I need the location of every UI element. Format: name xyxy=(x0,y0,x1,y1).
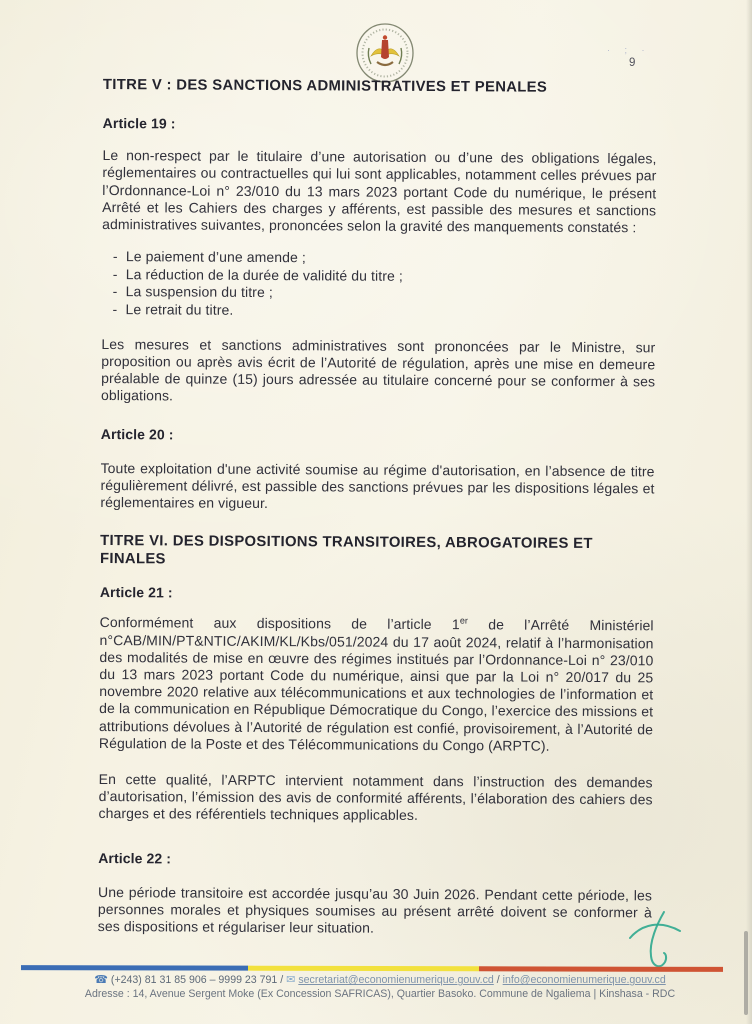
email-link-info[interactable]: info@economienumerique.gouv.cd xyxy=(502,974,666,986)
ordinal-superscript: er xyxy=(459,615,469,627)
titre-v-heading: TITRE V : DES SANCTIONS ADMINISTRATIVES ET PENALES xyxy=(102,76,548,96)
footer-address-line: Adresse : 14, Avenue Sergent Moke (Ex Concession SAFRICAS), Quartier Basoko. Commune de Ngaliema | Kinshasa - RDC xyxy=(84,988,676,1000)
email-separator: / xyxy=(493,974,503,986)
flag-red-segment xyxy=(479,966,723,972)
phone-numbers: (+243) 81 31 85 906 – 9999 23 791 / xyxy=(107,974,287,986)
page-number: 9 xyxy=(629,57,636,69)
list-item xyxy=(102,301,656,322)
envelope-icon: ✉ xyxy=(286,974,296,986)
phone-icon: ☎ xyxy=(94,974,108,986)
sanctions-list xyxy=(102,248,656,322)
pencil-marks: · ; · xyxy=(607,45,651,55)
flag-yellow-segment xyxy=(248,966,479,972)
list-item-text: Le paiement d’une amende ; xyxy=(125,248,307,266)
article-22-heading: Article 22 : xyxy=(98,849,172,867)
article-21-paragraph-1 xyxy=(99,614,654,755)
list-item-text: La suspension du titre ; xyxy=(125,283,273,301)
list-item-text: La réduction de la durée de validité du titre ; xyxy=(125,265,403,284)
drc-coat-of-arms-seal-icon xyxy=(355,22,415,84)
article-20-heading: Article 20 : xyxy=(100,426,174,443)
dash-bullet: - xyxy=(112,265,118,282)
document-body xyxy=(98,76,657,939)
scan-edge-line xyxy=(744,931,748,1015)
article-19-intro-paragraph: Le non-respect par le titulaire d’une autorisation ou d’une des obligations légales, réglementaires ou contractuelles qui lui sont applicables, notamment celles prévues par l’Ordonnance-Loi n° 23/010 du 13 mars 2023 portant Code du numérique, le présent Arrêté et les Cahiers des charges y afférents, est passible des mesures et sanctions administratives suivantes, prononcées selon la gravité des manquements constatés : xyxy=(102,147,657,236)
list-item-text: Le retrait du titre. xyxy=(125,301,234,318)
email-link-secretariat[interactable]: secretariat@economienumerique.gouv.cd xyxy=(298,974,494,986)
flag-separator-bar xyxy=(21,965,723,972)
flag-blue-segment xyxy=(21,965,248,971)
article-20-paragraph: Toute exploitation d'une activité soumise au régime d'autorisation, en l’absence de titre régulièrement délivré, est passible des sanctions prévues par les dispositions légales et réglementaires en vigueur. xyxy=(100,459,655,512)
titre-vi-heading: TITRE VI. DES DISPOSITIONS TRANSITOIRES, ABROGATOIRES ET FINALES xyxy=(99,533,593,568)
dash-bullet: - xyxy=(112,283,118,300)
dash-bullet: - xyxy=(112,248,118,265)
paragraph-text: de l’Arrêté Ministériel n°CAB/MIN/PT&NTIC/AKIM/KL/Kbs/051/2024 du 17 août 2024, relatif à l’harmonisation des modalités de mise en œuvre des régimes institués par l’Ordonnance-Loi n° 23/010 du 13 mars 2023 portant Code du numérique, ainsi que par la Loi n° 20/017 du 25 novembre 2020 relative aux télécommunications et aux technologies de l’information et de la communication en République Démocratique du Congo, l’exercice des missions et attributions dévolues à l’Autorité de régulation est confié, provisoirement, à l’Autorité de Régulation de la Poste et des Télécommunications du Congo (ARPTC). xyxy=(98,616,654,754)
scan-edge-shadow xyxy=(746,0,752,1024)
article-21-paragraph-2: En cette qualité, l’ARPTC intervient notamment dans l’instruction des demandes d’autorisation, l’émission des avis de conformité afférents, l’élaboration des cahiers des charges et des référentiels techniques applicables. xyxy=(98,771,653,824)
dash-bullet: - xyxy=(112,301,118,318)
article-22-paragraph: Une période transitoire est accordée jusqu’au 30 Juin 2026. Pendant cette période, les personnes morales et physiques soumises au présent arrêté doivent se conformer à ses dispositions et régulariser leur situation. xyxy=(97,883,653,936)
footer-contact-line xyxy=(56,974,704,987)
paragraph-text: Conformément aux dispositions de l’article 1 xyxy=(99,614,460,633)
article-21-heading: Article 21 : xyxy=(99,584,173,601)
article-19-heading: Article 19 : xyxy=(102,114,176,132)
article-19-closing-paragraph: Les mesures et sanctions administratives sont prononcées par le Ministre, sur proposition ou après avis écrit de l’Autorité de régulation, après une mise en demeure préalable de quinze (15) jours adressée au titulaire concerné pour se conformer à ses obligations. xyxy=(101,335,656,404)
